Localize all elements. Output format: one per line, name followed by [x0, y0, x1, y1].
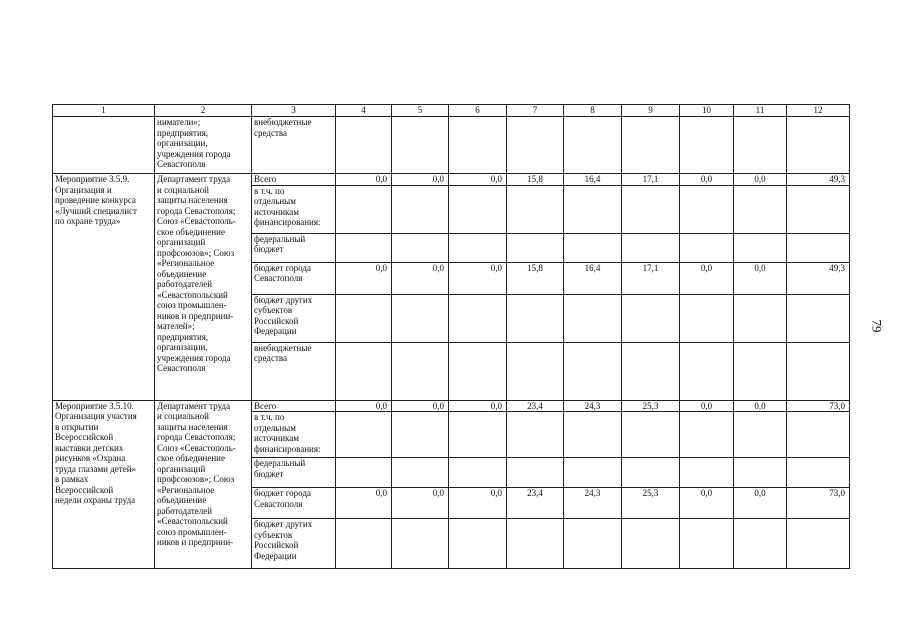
value-cell: 24,3: [564, 488, 622, 519]
col-header: 6: [449, 105, 507, 117]
col-header: 7: [507, 105, 564, 117]
value-cell: 24,3: [564, 400, 622, 412]
source-cell: в т.ч. по отдельным источникам финансирования:: [252, 185, 336, 233]
measure-cell: Мероприятие 3.5.9. Организация и проведение конкурса «Лучший специалист по охране труда»: [53, 174, 155, 401]
source-cell: внебюджетные средства: [252, 342, 336, 400]
table-row: [53, 174, 850, 186]
value-cell: 0,0: [392, 174, 449, 186]
value-cell: 17,1: [622, 262, 680, 294]
col-header: 9: [622, 105, 680, 117]
source-cell: федеральный бюджет: [252, 233, 336, 262]
value-cell: 0,0: [392, 262, 449, 294]
value-cell: 0,0: [449, 174, 507, 186]
col-header: 2: [155, 105, 252, 117]
measure-cell: Мероприятие 3.5.10. Организация участия в открытии Всероссийской выставки детских рисунков «Охрана труда глазами детей» в рамках Всероссийской недели охраны труда: [53, 400, 155, 569]
value-cell: 0,0: [449, 262, 507, 294]
value-cell: 23,4: [507, 488, 564, 519]
col-header: 11: [734, 105, 787, 117]
col-header: 12: [787, 105, 850, 117]
value-cell: 23,4: [507, 400, 564, 412]
source-cell: федеральный бюджет: [252, 458, 336, 488]
budget-table: [52, 104, 850, 569]
source-cell: Всего: [252, 174, 336, 186]
value-cell: 16,4: [564, 262, 622, 294]
value-cell: 0,0: [680, 488, 734, 519]
measure-cell: [53, 117, 155, 174]
value-cell: 0,0: [336, 488, 392, 519]
executors-cell: Департамент труда и социальной защиты населения города Севастополя; Союз «Севастополь- ское объединение организаций профсоюзов»; Союз «Региональное объединение работодателей «Севастопольский союз промышлен- ников и предприни-: [155, 400, 252, 569]
value-cell: 0,0: [336, 400, 392, 412]
executors-cell: ниматели»; предприятия, организации, учреждения города Севастополя: [155, 117, 252, 174]
value-cell: 0,0: [392, 488, 449, 519]
value-cell: 0,0: [734, 488, 787, 519]
value-cell: 0,0: [734, 174, 787, 186]
page-number: 79: [869, 319, 885, 333]
col-header: 5: [392, 105, 449, 117]
col-header: 1: [53, 105, 155, 117]
value-cell: 73,0: [787, 488, 850, 519]
value-cell: 73,0: [787, 400, 850, 412]
value-cell: 0,0: [336, 174, 392, 186]
value-cell: 49,3: [787, 262, 850, 294]
source-cell: бюджет города Севастополя: [252, 262, 336, 294]
source-cell: Всего: [252, 400, 336, 412]
table-row: [53, 400, 850, 412]
value-cell: 17,1: [622, 174, 680, 186]
value-cell: 0,0: [336, 262, 392, 294]
value-cell: 0,0: [392, 400, 449, 412]
source-cell: внебюджетные средства: [252, 117, 336, 174]
col-header: 8: [564, 105, 622, 117]
source-cell: бюджет города Севастополя: [252, 488, 336, 519]
value-cell: 49,3: [787, 174, 850, 186]
value-cell: 0,0: [680, 400, 734, 412]
value-cell: 25,3: [622, 400, 680, 412]
value-cell: 0,0: [449, 488, 507, 519]
value-cell: 0,0: [449, 400, 507, 412]
executors-cell: Департамент труда и социальной защиты населения города Севастополя; Союз «Севастополь- ское объединение организаций профсоюзов»; Союз «Региональное объединение работодателей «Севастопольский союз промышлен- ников и предприни- мателей»; предприятия, организации, учреждения города Севастополя: [155, 174, 252, 401]
col-header: 10: [680, 105, 734, 117]
value-cell: 0,0: [734, 400, 787, 412]
source-cell: бюджет других субъектов Российской Федерации: [252, 294, 336, 342]
value-cell: 0,0: [734, 262, 787, 294]
value-cell: 0,0: [680, 262, 734, 294]
value-cell: 16,4: [564, 174, 622, 186]
source-cell: бюджет других субъектов Российской Федерации: [252, 519, 336, 569]
value-cell: 0,0: [680, 174, 734, 186]
col-header: 4: [336, 105, 392, 117]
value-cell: 25,3: [622, 488, 680, 519]
value-cell: 15,8: [507, 262, 564, 294]
value-cell: 15,8: [507, 174, 564, 186]
header-row: [53, 105, 850, 117]
source-cell: в т.ч. по отдельным источникам финансирования:: [252, 412, 336, 458]
col-header: 3: [252, 105, 336, 117]
table-row: [53, 117, 850, 174]
